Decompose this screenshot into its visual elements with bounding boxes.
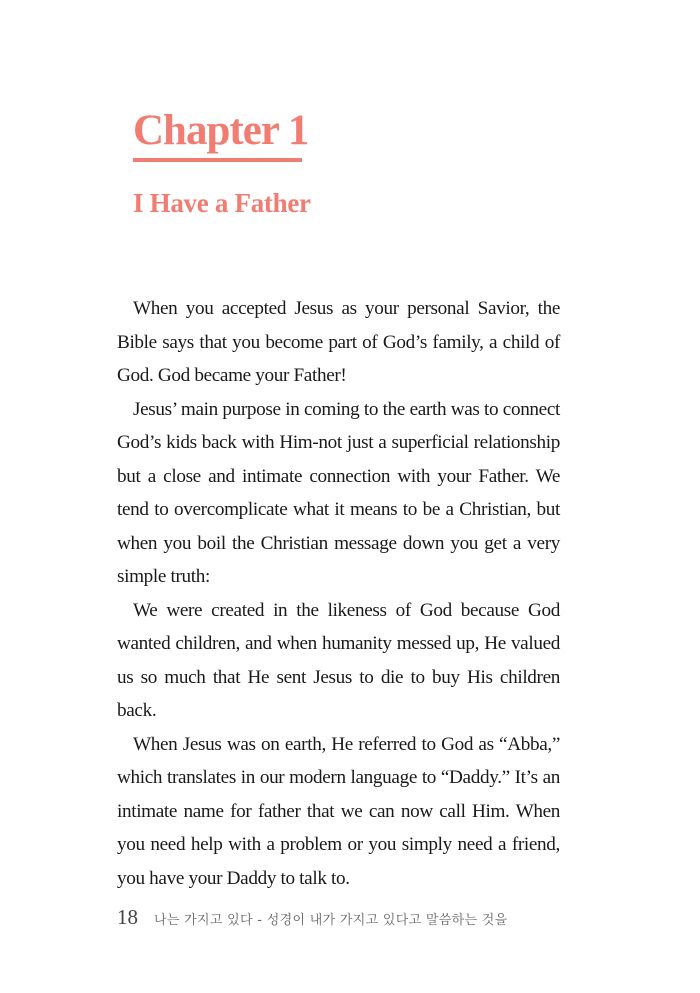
paragraph: When you accepted Jesus as your personal Savior, the Bible says that you become part of God’s family, a child of God. God became your Father! xyxy=(117,298,560,386)
paragraph: Jesus’ main purpose in coming to the earth was to connect God’s kids back with Him-not just a superficial relationship but a close and intimate connection with your Father. We tend to overcomplicate what it means to be a Christian, but when you boil the Christian message down you get a very simple truth: xyxy=(117,398,560,587)
paragraph: We were created in the likeness of God because God wanted children, and when humanity messed up, He valued us so much that He sent Jesus to die to buy His children back. xyxy=(117,599,560,721)
paragraph: When Jesus was on earth, He referred to God as “Abba,” which translates in our modern language to “Daddy.” It’s an intimate name for father that we can now call Him. When you need help with a problem or you simply need a friend, you have your Daddy to talk to. xyxy=(117,733,560,889)
chapter-body xyxy=(117,292,560,895)
running-title: 나는 가지고 있다 - 성경이 내가 가지고 있다고 말씀하는 것을 xyxy=(154,913,508,928)
chapter-subtitle: I Have a Father xyxy=(133,188,311,218)
page-number: 18 xyxy=(117,905,138,929)
page-footer xyxy=(117,905,507,930)
chapter-title: Chapter 1 xyxy=(133,107,309,154)
chapter-title-underline xyxy=(133,158,302,162)
